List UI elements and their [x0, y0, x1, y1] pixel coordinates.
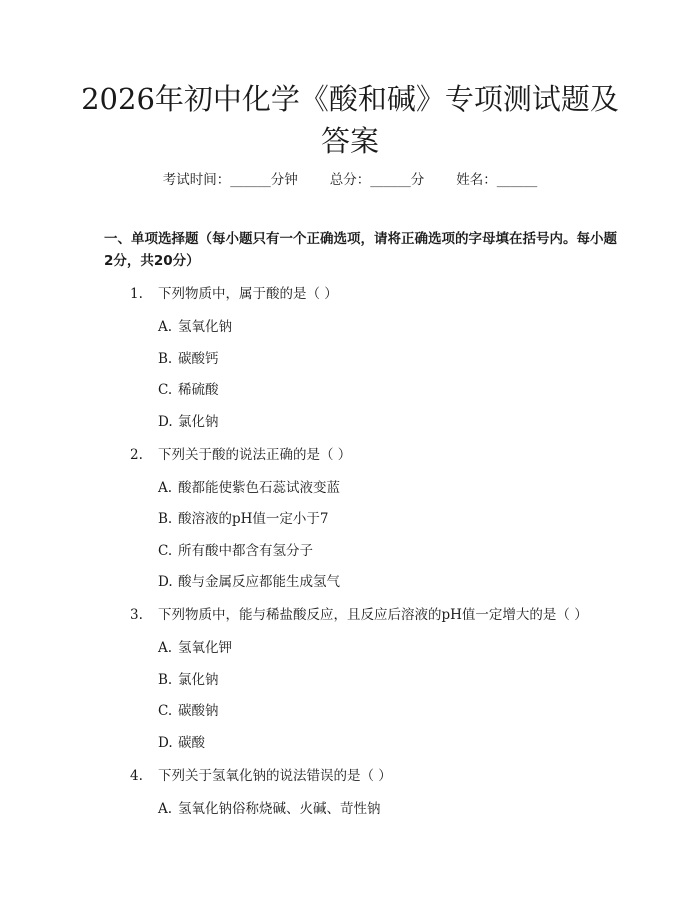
- option-text: 碳酸钠: [178, 703, 219, 719]
- option-letter: D.: [158, 734, 173, 751]
- option-text: 碳酸: [178, 734, 205, 751]
- option-1-d: [158, 410, 219, 430]
- option-letter: A.: [158, 479, 173, 496]
- student-name-field: 姓名：______: [456, 172, 538, 188]
- option-letter: D.: [158, 574, 173, 590]
- option-2-c: [158, 539, 313, 559]
- option-1-a: [158, 315, 232, 335]
- question-2: [130, 443, 351, 463]
- option-text: 所有酸中都含有氢分子: [178, 542, 313, 559]
- option-3-c: [158, 699, 219, 719]
- option-1-c: [158, 378, 219, 398]
- question-number: 3.: [130, 607, 143, 623]
- option-letter: C.: [158, 382, 173, 398]
- question-1: [130, 282, 338, 302]
- option-letter: B.: [158, 511, 173, 527]
- option-letter: A.: [158, 640, 173, 656]
- option-text: 酸都能使紫色石蕊试液变蓝: [178, 479, 340, 496]
- total-score-field: 总分：______分: [329, 172, 425, 188]
- exam-time-field: 考试时间：______分钟: [162, 172, 298, 188]
- option-text: 酸溶液的pH值一定小于7: [178, 511, 329, 527]
- question-stem: 下列关于酸的说法正确的是（ ）: [158, 446, 352, 463]
- question-stem: 下列关于氢氧化钠的说法错误的是（ ）: [158, 767, 392, 784]
- question-3: [130, 603, 588, 623]
- option-letter: D.: [158, 413, 173, 430]
- section-heading: 一、单项选择题（每小题只有一个正确选项，请将正确选项的字母填在括号内。每小题2分，共20分）: [104, 231, 617, 269]
- option-text: 氢氧化钠: [178, 319, 232, 335]
- exam-title: 2026年初中化学《酸和碱》专项测试题及答案: [81, 82, 619, 158]
- option-2-a: [158, 476, 340, 496]
- option-1-b: [158, 347, 219, 367]
- option-letter: A.: [158, 800, 173, 817]
- option-3-a: [158, 636, 232, 656]
- option-text: 稀硫酸: [178, 382, 219, 398]
- option-letter: C.: [158, 703, 173, 719]
- question-stem: 下列物质中，属于酸的是（ ）: [158, 286, 338, 302]
- question-stem: 下列物质中，能与稀盐酸反应，且反应后溶液的pH值一定增大的是（ ）: [158, 607, 588, 623]
- option-text: 氯化钠: [178, 671, 219, 688]
- option-text: 碳酸钙: [178, 350, 219, 367]
- option-text: 氢氧化钾: [178, 640, 232, 656]
- option-4-a: [158, 797, 381, 817]
- option-letter: A.: [158, 319, 173, 335]
- option-2-d: [158, 570, 340, 590]
- option-3-b: [158, 668, 219, 688]
- option-3-d: [158, 731, 205, 751]
- option-letter: C.: [158, 542, 173, 559]
- option-text: 酸与金属反应都能生成氢气: [178, 574, 340, 590]
- option-text: 氢氧化钠俗称烧碱、火碱、苛性钠: [178, 800, 381, 817]
- question-number: 2.: [130, 446, 143, 463]
- question-number: 4.: [130, 767, 143, 784]
- option-text: 氯化钠: [178, 413, 219, 430]
- option-letter: B.: [158, 350, 173, 367]
- option-letter: B.: [158, 671, 173, 688]
- question-number: 1.: [130, 286, 143, 302]
- question-4: [130, 764, 392, 784]
- option-2-b: [158, 507, 329, 527]
